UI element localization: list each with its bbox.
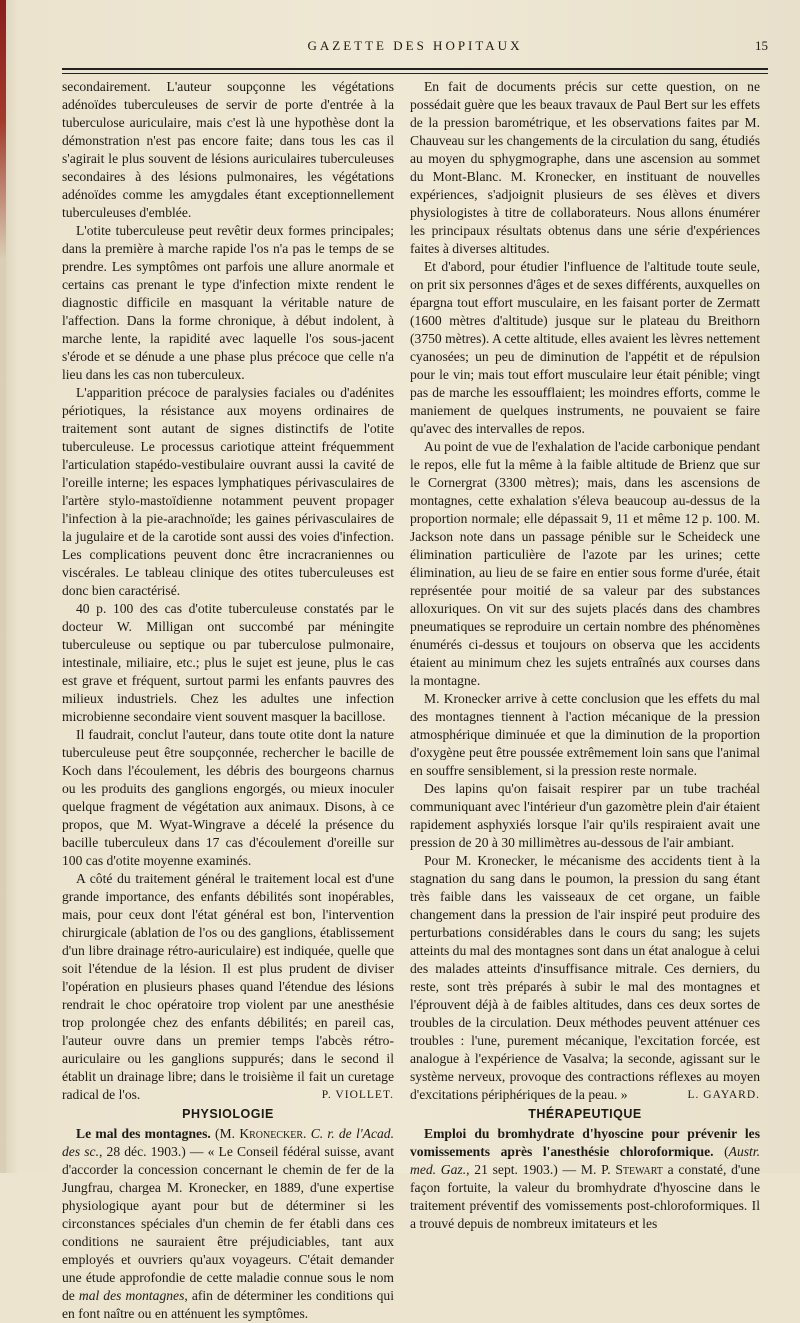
section-heading-therapeutique: THÉRAPEUTIQUE xyxy=(528,1107,642,1121)
header-rule-thick xyxy=(62,68,768,70)
article-title: Le mal des montagnes. xyxy=(76,1126,211,1141)
paragraph: Des lapins qu'on faisait respirer par un tube trachéal communiquant avec l'intérieur d'un gazomètre plein d'air étaient rapidement asphyxiés lorsque l'air qu'ils respiraient avait une pression de 20 à 30 millimètres au-dessous de l'air ambiant. xyxy=(410,781,760,850)
right-column xyxy=(410,78,760,1231)
paragraph: Il faudrait, conclut l'auteur, dans toute otite dont la nature tuberculeuse peut être soupçonnée, rechercher le bacille de Koch dans l'écoulement, les débris des bourgeons charnus ou les produits des ganglions engorgés, ou mieux inoculer quelque fragment de végétation aux animaux. Disons, à ce propos, que M. Wyat-Wingrave a décelé la présence du bacille tuberculeux dans 17 cas d'écoulement d'oreille sur 100 cas d'otite moyenne examinés. xyxy=(62,727,394,868)
page-header xyxy=(62,38,768,60)
paragraph: L'apparition précoce de paralysies faciales ou d'adénites périotiques, la résistance aux moyens ordinaires de traitement sont autant de signes distinctifs de l'otite tuberculeuse. Le processus cariotique atteint fréquemment l'articulation stapédo-vestibulaire ouvrant aussi la cavité de l'oreille interne; les espaces lymphatiques périvasculaires de l'artère stylo-mastoïdienne notamment peuvent propager l'infection à la pie-arachnoïde; les gaines périvasculaires de la jugulaire et de la carotide sont aussi des voies d'infection. Les complications peuvent donc être incracraniennes ou viscérales. Le tableau clinique des otites tuberculeuses est donc bien caractérisé. xyxy=(62,385,394,598)
page-edge-stain xyxy=(0,0,6,1173)
page-number: 15 xyxy=(755,38,768,53)
reference-text: , 21 sept. 1903.) — M. P. xyxy=(466,1162,616,1177)
reference-text: ( xyxy=(713,1144,729,1159)
reference-journal: C. r. de l'Acad. des sc. xyxy=(62,1126,394,1159)
reference-author: Stewart xyxy=(615,1162,663,1177)
author-signature: P. VIOLLET. xyxy=(321,1089,394,1101)
paragraph: L'otite tuberculeuse peut revêtir deux formes principales; dans la première à marche rapide l'os n'a pas le temps de se prendre. Les symptômes ont parfois une allure anormale et certains cas prenant le type d'infection mixte rendent le diagnostic difficile en masquant la véritable nature de l'affection. Dans la forme chronique, à début indolent, à marche lente, la rapidité avec laquelle l'os sous-jacent s'érode et se dénude a une phase plus précoce que celle n'a lieu dans les cas non tuberculeux. xyxy=(62,223,394,382)
paragraph-text: a constaté, d'une façon fortuite, la valeur du bromhydrate d'hyoscine dans le traitement préventif des vomissements post-chloroformiques. Il a trouvé depuis de nombreux imitateurs et les xyxy=(410,1162,760,1231)
paragraph xyxy=(62,870,394,1104)
article-paragraph xyxy=(410,1125,760,1233)
italic-term: mal des montagnes xyxy=(78,1288,185,1303)
paragraph-text: Pour M. Kronecker, le mécanisme des accidents tient à la stagnation du sang dans le poumon, la pression du sang étant très faible dans les vaisseaux de cet organe, un faible changement dans la pression de l'air inspiré peut produire des perturbations considérables dans le cours du sang; les sujets atteints du mal des montagnes sont dans un état analogue à celui des malades atteints d'insuffisance mitrale. Ces derniers, du reste, sont très préparés à subir le mal des montagnes et l'éprouvent déjà à de faibles altitudes, dans ces deux sortes de troubles de la circulation. Deux méthodes peuvent atténuer ces troubles : l'une, purement mécanique, l'excitation forcée, est analogue à l'expérience de Vasalva; la seconde, agissant sur le système nerveux, provoque des contractions réflexes au moyen d'excitations périphériques de la peau. » xyxy=(410,853,760,1102)
section-heading-physiologie: PHYSIOLOGIE xyxy=(182,1107,274,1121)
reference-text: (M. xyxy=(210,1126,240,1141)
paragraph: 40 p. 100 des cas d'otite tuberculeuse constatés par le docteur W. Milligan ont succombé par méningite tuberculeuse ou septique ou par tuberculose pulmonaire, intestinale, miliaire, etc.; plus le sujet est jeune, plus le cas est grave et fréquent, surtout parmi les enfants pauvres des milieux industriels. Chez les adultes une infection microbienne secondaire vient souvent masquer la bacillose. xyxy=(62,601,394,724)
paragraph xyxy=(410,852,760,1104)
paragraph: En fait de documents précis sur cette question, on ne possédait guère que les beaux travaux de Paul Bert sur les effets de la pression barométrique, et les observations faites par M. Chauveau sur les changements de la circulation du sang, étudiés au moyen du sphygmographe, dans une ascension au sommet du Mont-Blanc. M. Kronecker, en instituant de nouvelles expériences, s'adjoignit plusieurs de ses élèves et divers physiologistes à titre de collaborateurs. Nous allons énumérer les principaux résultats obtenus dans une série d'expériences faites à diverses altitudes. xyxy=(410,79,760,256)
paragraph-text: A côté du traitement général le traitement local est d'une grande importance, des enfants débilités sont inopérables, mais, pour ceux dont l'état général est bon, l'intervention chirurgicale (ablation de l'os ou des ganglions, établissement d'un libre drainage rétro-auriculaire) est indiquée, quelle que soit l'étendue de la lésion. Il est plus prudent de diviser l'opération en plusieurs phases quand l'étendue des lésions rendrait le choc opératoire trop violent par une anesthésie trop prolongée chez des enfants débilités; en pareil cas, l'auteur ouvre dans un premier temps l'abcès rétro-auriculaire ou les ganglions suppurés; dans le second il établit un drainage libre; dans le troisième il fait un curetage radical de l'os. xyxy=(62,871,394,1102)
reference-journal: Austr. med. Gaz. xyxy=(410,1144,760,1177)
paragraph: M. Kronecker arrive à cette conclusion que les effets du mal des montagnes tiennent à l'action mécanique de la pression atmosphérique diminuée et que la diminution de la proportion d'oxygène peut être poussée extrêmement loin sans que l'animal en souffre sensiblement, si la pression reste normale. xyxy=(410,691,760,778)
running-title: GAZETTE DES HOPITAUX xyxy=(307,38,523,53)
paragraph-text: , 28 déc. 1903.) — « Le Conseil fédéral suisse, avant d'accorder la concession concernant le chemin de fer de la Jungfrau, chargea M. Kronecker, en 1889, d'une expertise physiologique ayant pour but de déterminer si les circonstances spéciales d'un chemin de fer établi dans ces conditions ne sauraient être préjudiciables, tant aux employés et ouvriers qu'aux voyageurs. C'était demander une étude approfondie de cette maladie connue sous le nom de xyxy=(62,1144,394,1303)
author-signature: L. GAYARD. xyxy=(687,1089,760,1101)
paragraph-text: , afin de déterminer les conditions qui en font naître ou en atténuent les symptômes. xyxy=(62,1288,394,1321)
paragraph: secondairement. L'auteur soupçonne les végétations adénoïdes tuberculeuses de servir de porte d'entrée à la tuberculose auriculaire, mais c'est là une hypothèse dont la démonstration n'est pas encore faite; dans tous les cas il s'agirait le plus souvent de lésions auriculaires tuberculeuses secondaires à des lésions pulmonaires, les végétations adénoïdes comme les amygdales étant exceptionnellement tuberculeuses d'emblée. xyxy=(62,79,394,220)
article-paragraph xyxy=(62,1125,394,1323)
left-column xyxy=(62,78,394,1321)
article-title: Emploi du bromhydrate d'hyoscine pour prévenir les vomissements après l'anesthésie chloroformique. xyxy=(410,1126,760,1159)
paragraph: Au point de vue de l'exhalation de l'acide carbonique pendant le repos, elle fut la même à la faible altitude de Brienz que sur le Cornergrat (3300 mètres); mais, dans les ascensions de montagnes, cette exhalation s'éleva beaucoup au-dessus de la proportion normale; elle dépassait 9, 11 et même 12 p. 100. M. Jackson note dans un passage pénible sur le Scheideck une élimination particulière de l'azote par les urines; cette élimination, au lieu de se faire en entier sous forme d'urée, était représentée pour moitié de sa valeur par des substances alloxuriques. On vit sur des sujets placés dans des chambres pneumatiques se reproduire un certain nombre des phénomènes énumérés ci-dessus et toujours on observa que les accidents étaient au minimum chez les sujets entraînés aux courses dans la montagne. xyxy=(410,439,760,688)
paragraph: Et d'abord, pour étudier l'influence de l'altitude toute seule, on prit six personnes d'âges et de sexes différents, auxquelles on épargna tout effort musculaire, en les faisant porter de Zermatt (1600 mètres d'altitude) jusque sur le plateau du Breithorn (3750 mètres). A cette altitude, elles avaient les lèvres nettement cyanosées; un peu de diminution de l'appétit et de répulsion pour le vin; mais tout effort musculaire leur était pénible; vingt pas de marche les essoufflaient; les moindres efforts, comme le maniement de quelques instruments, ne pouvaient se faire qu'avec des intervalles de repos. xyxy=(410,259,760,436)
header-rule-thin xyxy=(62,73,768,74)
reference-text: . xyxy=(303,1126,311,1141)
reference-author: Kronecker xyxy=(239,1126,304,1141)
